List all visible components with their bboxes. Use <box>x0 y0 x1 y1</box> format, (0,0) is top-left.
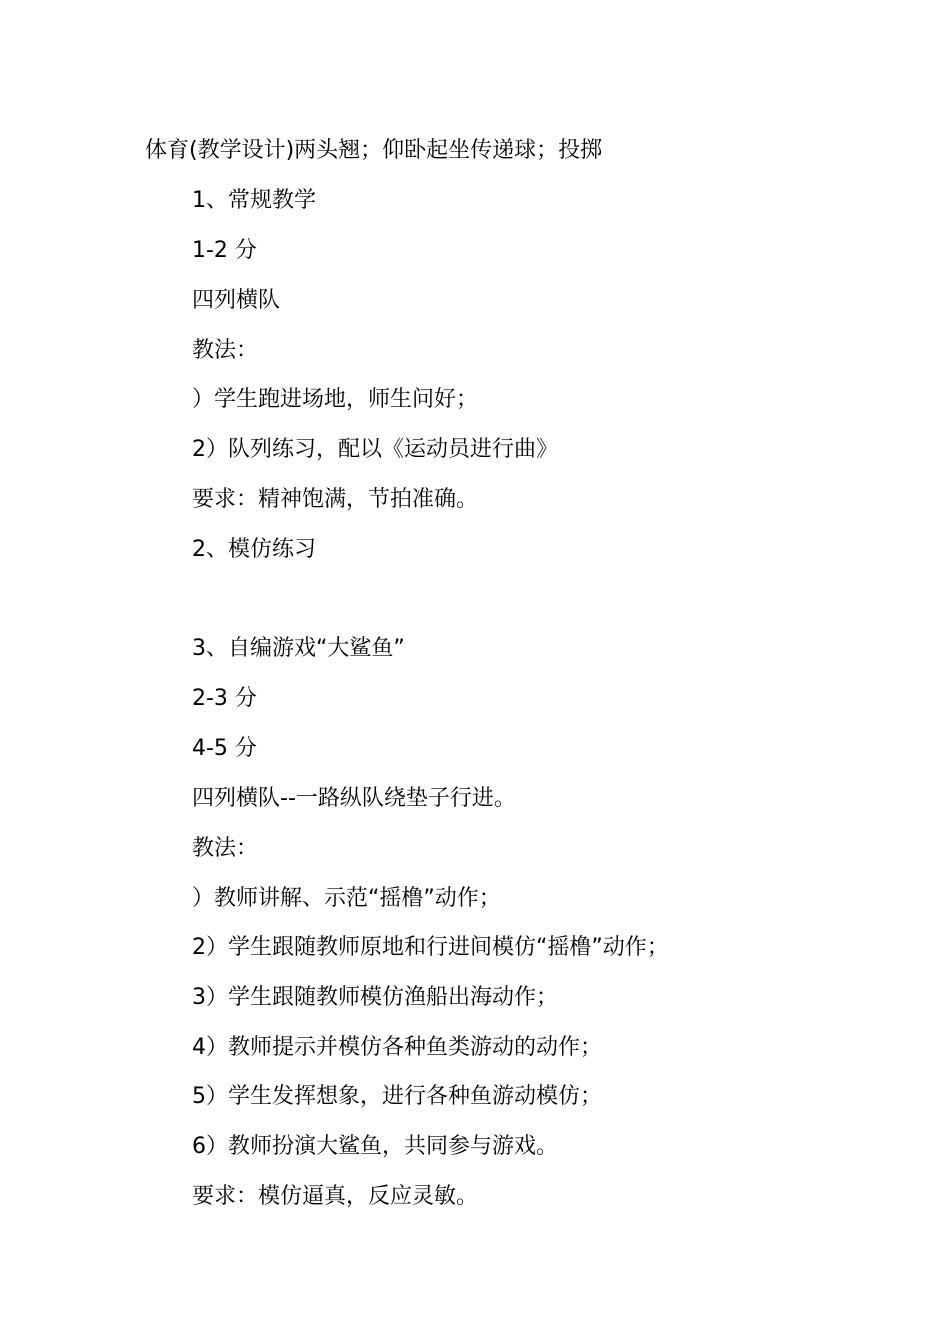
method-step: 4）教师提示并模仿各种鱼类游动的动作； <box>192 1035 602 1060</box>
section-heading: 3、自编游戏“大鲨鱼” <box>192 636 405 661</box>
time-text: 4-5 分 <box>192 736 257 761</box>
time-text: 2-3 分 <box>192 686 257 711</box>
method-step: 2）学生跟随教师原地和行进间模仿“摇橹”动作； <box>192 935 669 960</box>
method-step: 3）学生跟随教师模仿渔船出海动作； <box>192 985 558 1010</box>
time-text: 1-2 分 <box>192 238 257 263</box>
document-title: 体育(教学设计)两头翘；仰卧起坐传递球；投掷 <box>145 138 603 163</box>
requirement-text: 要求：模仿逼真，反应灵敏。 <box>192 1184 479 1209</box>
method-step: 5）学生发挥想象，进行各种鱼游动模仿； <box>192 1084 602 1109</box>
method-step: ）教师讲解、示范“摇橹”动作； <box>192 886 501 911</box>
method-label: 教法： <box>192 338 259 363</box>
method-label: 教法： <box>192 836 259 861</box>
formation-text: 四列横队 <box>192 288 281 313</box>
formation-text: 四列横队--一路纵队绕垫子行进。 <box>192 786 516 811</box>
method-step: 2）队列练习，配以《运动员进行曲》 <box>192 437 558 462</box>
section-heading: 1、常规教学 <box>192 188 316 213</box>
requirement-text: 要求：精神饱满，节拍准确。 <box>192 487 479 512</box>
method-step: 6）教师扮演大鲨鱼，共同参与游戏。 <box>192 1134 558 1159</box>
method-step: ）学生跑进场地，师生问好； <box>192 387 479 412</box>
section-heading: 2、模仿练习 <box>192 537 316 562</box>
